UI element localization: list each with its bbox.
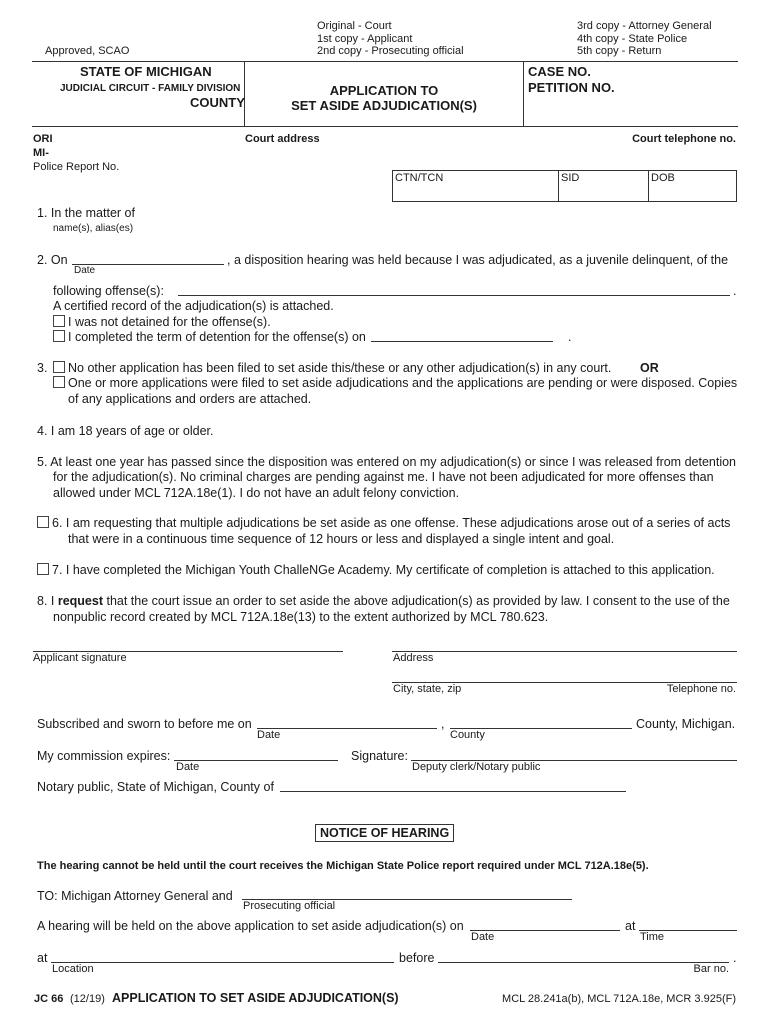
form-revision: (12/19) (70, 993, 105, 1005)
location-field[interactable] (51, 962, 394, 963)
item-7-option[interactable] (37, 563, 715, 577)
copy-line: 1st copy - Applicant (317, 32, 413, 45)
sworn-date-field[interactable] (257, 728, 437, 729)
other-applications-label-cont: of any applications and orders are attached. (68, 392, 312, 406)
to-label: TO: Michigan Attorney General and (37, 889, 233, 903)
ctn-tcn-label: CTN/TCN (395, 172, 444, 184)
item-8-line2: nonpublic record created by MCL 712A.18e(13) to the extent authorized by MCL 780.623. (53, 610, 549, 624)
copy-line: 4th copy - State Police (577, 32, 688, 45)
item-8-prefix: 8. I (37, 594, 58, 608)
before-period: . (733, 951, 737, 965)
county-caption: County (450, 729, 485, 741)
court-address-label: Court address (245, 133, 320, 145)
other-applications-option[interactable] (53, 376, 737, 390)
commission-label: My commission expires: (37, 749, 171, 763)
header-top-rule (32, 61, 738, 62)
no-other-application-label: No other application has been filed to set aside this/these or any other adjudication(s) in any court. (68, 361, 612, 375)
hearing-held-label: A hearing will be held on the above application to set aside adjudication(s) on (37, 919, 464, 933)
copy-line: 3rd copy - Attorney General (577, 20, 712, 32)
item-8-request: request (57, 594, 103, 608)
copy-distribution-left (317, 20, 464, 58)
not-detained-checkbox[interactable] (53, 315, 65, 327)
item-6-line2: that were in a continuous time sequence of 12 hours or less and displayed a single intent and goal. (68, 532, 615, 546)
or-label: OR (640, 361, 659, 375)
header-bottom-rule (32, 126, 738, 127)
copy-line: 2nd copy - Prosecuting official (317, 45, 464, 57)
item-4-text: 4. I am 18 years of age or older. (37, 424, 214, 438)
prosecuting-caption: Prosecuting official (243, 900, 336, 912)
item-2-text: , a disposition hearing was held because I was adjudicated, as a juvenile delinquent, of the (227, 253, 729, 267)
item-5-line3: allowed under MCL 712A.18e(1). I do not have an adult felony conviction. (53, 486, 460, 500)
item-6-option[interactable] (37, 516, 730, 530)
date-caption: Date (471, 931, 495, 943)
signature-label: Signature: (351, 749, 408, 763)
county-michigan-label: County, Michigan. (636, 717, 736, 731)
item-6-checkbox[interactable] (37, 516, 49, 528)
ori-label: ORI (33, 133, 53, 145)
item-7-checkbox[interactable] (37, 563, 49, 575)
state-name: STATE OF MICHIGAN (80, 64, 212, 79)
at-location-label: at (37, 951, 48, 965)
offenses-period: . (733, 284, 737, 298)
footer-title: APPLICATION TO SET ASIDE ADJUDICATION(S) (112, 991, 399, 1005)
item-3-number: 3. (37, 361, 48, 375)
certified-record-text: A certified record of the adjudication(s) is attached. (53, 299, 334, 313)
detention-completed-checkbox[interactable] (53, 330, 65, 342)
item-1-caption: name(s), alias(es) (53, 223, 134, 234)
applicant-signature-label: Applicant signature (33, 652, 127, 664)
not-detained-label: I was not detained for the offense(s). (68, 315, 271, 329)
petition-number-label: PETITION NO. (528, 80, 615, 95)
form-number: JC 66 (34, 993, 64, 1005)
header-divider-right (523, 61, 524, 126)
detention-date-field[interactable] (371, 341, 553, 342)
notice-of-hearing-heading: NOTICE OF HEARING (315, 824, 454, 842)
notary-county-field[interactable] (280, 791, 626, 792)
hearing-warning: The hearing cannot be held until the court receives the Michigan State Police report required under MCL 712A.18e(5). (37, 860, 649, 872)
no-other-application-option[interactable] (53, 361, 611, 375)
police-report-label: Police Report No. (33, 161, 120, 173)
sworn-label: Subscribed and sworn to before me on (37, 717, 252, 731)
footer-citation: MCL 28.241a(b), MCL 712A.18e, MCR 3.925(F) (502, 993, 736, 1005)
item-6-line1: 6. I am requesting that multiple adjudications be set aside as one offense. These adjudications arose out of a series of acts (52, 516, 731, 530)
mi-label: MI- (33, 147, 49, 159)
date-caption: Date (257, 729, 281, 741)
address-field[interactable] (392, 651, 737, 652)
item-5-line1: 5. At least one year has passed since the disposition was entered on my adjudication(s) or since I was released from detention (37, 455, 736, 469)
bar-number-caption: Bar no. (693, 963, 729, 975)
offenses-label: following offense(s): (53, 284, 164, 298)
address-label: Address (393, 652, 434, 664)
item-2-on: 2. On (37, 253, 68, 267)
item-5-line2: for the adjudication(s). No criminal charges are pending against me. I have not been adjudicated for more offenses than (53, 470, 714, 484)
circuit-label: JUDICIAL CIRCUIT - FAMILY DIVISION (60, 83, 241, 94)
copy-line: 5th copy - Return (577, 45, 662, 57)
case-number-label: CASE NO. (528, 64, 591, 79)
notary-county-label: Notary public, State of Michigan, County of (37, 780, 274, 794)
not-detained-option[interactable] (53, 315, 271, 329)
item-8-line1 (37, 594, 730, 608)
copy-distribution-right (577, 20, 712, 58)
city-state-zip-label: City, state, zip (393, 683, 462, 695)
dob-label: DOB (651, 172, 675, 184)
sworn-comma: , (441, 717, 445, 731)
at-label: at (625, 919, 636, 933)
form-title-line1: APPLICATION TO (329, 83, 439, 98)
item-8-text: that the court issue an order to set aside the above adjudication(s) as provided by law. I consent to the use of the (103, 594, 730, 608)
offenses-field[interactable] (178, 295, 730, 296)
other-applications-checkbox[interactable] (53, 376, 65, 388)
detention-period: . (568, 330, 572, 344)
detention-completed-option[interactable] (53, 330, 366, 344)
telephone-label: Telephone no. (666, 683, 736, 695)
court-phone-label: Court telephone no. (632, 133, 736, 145)
location-caption: Location (52, 963, 94, 975)
copy-line: Original - Court (317, 20, 392, 32)
county-label: COUNTY (190, 95, 245, 110)
item-1-label: 1. In the matter of (37, 206, 135, 220)
date-caption: Date (176, 761, 200, 773)
form-title-line2: SET ASIDE ADJUDICATION(S) (291, 98, 477, 113)
time-caption: Time (640, 931, 665, 943)
other-applications-label: One or more applications were filed to set aside adjudications and the applications are pending or were disposed. Copies (68, 376, 738, 390)
no-other-application-checkbox[interactable] (53, 361, 65, 373)
approval-note: Approved, SCAO (45, 45, 130, 57)
deputy-caption: Deputy clerk/Notary public (412, 761, 541, 773)
item-7-label: 7. I have completed the Michigan Youth ChalleNGe Academy. My certificate of completion is attached to this application. (52, 563, 715, 577)
identifier-divider (558, 170, 559, 202)
identifier-divider (648, 170, 649, 202)
sid-label: SID (561, 172, 580, 184)
date-caption: Date (74, 265, 96, 276)
before-label: before (399, 951, 435, 965)
detention-completed-label: I completed the term of detention for the offense(s) on (68, 330, 366, 344)
